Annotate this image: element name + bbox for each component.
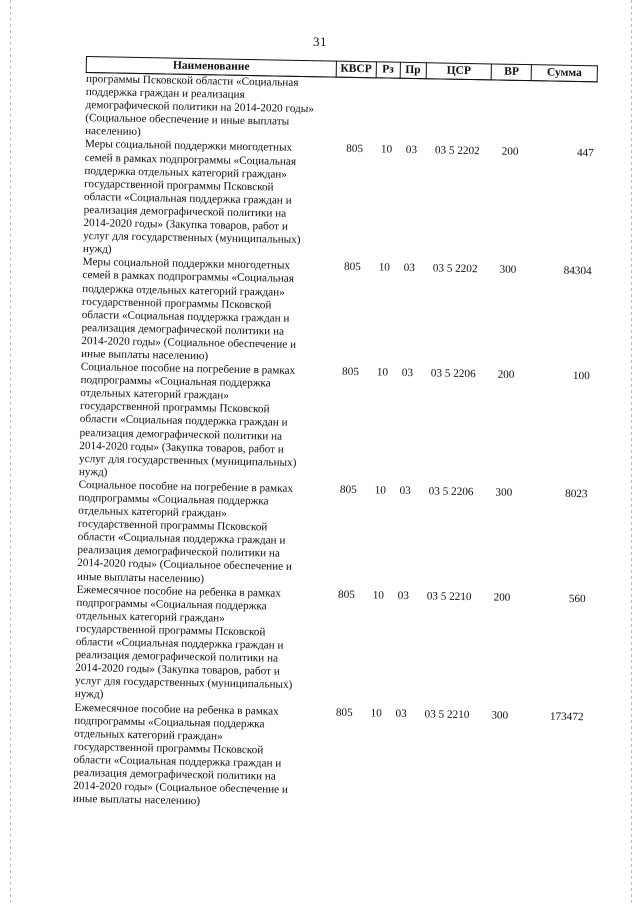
name-line: реализация демографической политики на [79,426,283,443]
name-line: поддержка граждан и реализация [85,86,245,102]
table-row [73,701,586,815]
cell-rz: 10 [378,261,391,274]
row-name-cell [75,584,327,706]
budget-table [72,56,598,816]
row-name-cell [79,361,331,483]
cell-csr: 03 5 2206 [428,485,474,499]
name-line: области «Социальная поддержка граждан и [77,531,286,548]
name-line: нужд) [82,243,112,256]
name-line: поддержка отдельных категорий граждан» [84,164,288,181]
cell-vr: 300 [499,263,517,277]
cell-sum: 560 [568,592,586,605]
name-line: отдельных категорий граждан» [76,609,225,625]
cell-pr: 03 [403,262,415,275]
name-line: отдельных категорий граждан» [80,387,230,402]
cell-pr: 03 [405,144,418,157]
name-line: нужд) [78,465,108,479]
name-line: иные выплаты населению) [76,570,205,585]
row-name-cell [73,701,325,810]
name-line: демографической политики на 2014-2020 годы» [85,99,314,116]
cell-kvsr: 805 [337,588,355,601]
page-number: 31 [313,34,327,49]
cell-kvsr: 805 [346,143,364,156]
name-line: 2014-2020 годы» (Закупка товаров, работ и [83,217,289,233]
name-line: государственной программы Псковской [77,518,268,534]
name-line: области «Социальная поддержка граждан и [75,635,284,652]
name-line: 2014-2020 годы» (Социальное обеспечение и [73,779,288,796]
cell-pr: 03 [401,366,414,380]
name-line: Ежемесячное пособие на ребенка в рамках [74,701,279,718]
name-line: семей в рамках подпрограммы «Социальная [82,269,295,286]
name-line: реализация демографической политики на [83,203,287,220]
name-line: области «Социальная поддержка граждан и [83,190,292,207]
name-line: отдельных категорий граждан» [73,727,223,743]
header-pr: Пр [400,62,426,78]
header-kvsr: КВСР [336,61,376,78]
name-line: Меры социальной поддержки многодетных [84,138,293,155]
table-body [73,73,597,816]
name-line: реализация демографической политики на [77,544,281,561]
name-line: области «Социальная поддержка граждан и [79,413,288,430]
name-line: подпрограммы «Социальная поддержка [78,491,269,508]
name-line: поддержка отдельных категорий граждан» [82,282,285,299]
cell-pr: 03 [399,484,411,497]
name-line: подпрограммы «Социальная поддержка [80,374,271,390]
cell-vr: 200 [497,368,515,381]
name-line: области «Социальная поддержка граждан и [73,753,282,770]
cell-vr: 300 [491,709,509,722]
name-line: реализация демографической политики на [73,766,276,783]
name-line: Социальное пособие на погребение в рамках [80,361,296,377]
cell-csr: 03 5 2210 [426,589,472,603]
continuation-name-cell [85,73,336,144]
name-line: государственной программы Псковской [75,622,266,639]
name-line: 2014-2020 годы» (Закупка товаров, работ и [79,439,284,456]
scan-edge-left [10,0,11,905]
cell-rz: 10 [372,589,385,602]
cell-rz: 10 [380,143,393,157]
name-line: государственной программы Псковской [84,177,274,194]
table-row [77,479,590,593]
cell-sum: 8023 [565,487,588,501]
continuation-row [85,73,597,148]
name-line: государственной программы Псковской [73,740,264,757]
cell-kvsr: 805 [343,261,361,274]
cell-csr: 03 5 2210 [424,707,470,721]
cell-kvsr: 805 [342,365,360,379]
name-line: подпрограммы «Социальная поддержка [74,714,265,730]
row-name-cell [81,256,333,365]
table-row [81,256,594,370]
name-line: 2014-2020 годы» (Социальное обеспечение и [77,557,293,574]
name-line: государственной программы Псковской [81,295,272,312]
name-line: подпрограммы «Социальная поддержка [76,596,267,613]
cell-csr: 03 5 2202 [432,262,478,276]
row-name-cell [83,138,335,260]
name-line: Социальное пособие на погребение в рамках [78,478,294,495]
cell-kvsr: 805 [335,706,353,719]
header-csr: ЦСР [426,63,492,80]
name-line: услуг для государственных (муниципальных) [83,230,301,247]
header-sum: Сумма [531,65,597,82]
header-vr: ВР [492,64,532,81]
cell-vr: 300 [495,486,513,499]
table-row [83,138,596,265]
name-line: реализация демографической политики на [75,649,279,665]
cell-rz: 10 [376,366,389,379]
header-rz: Рз [376,62,400,78]
cell-sum: 100 [572,370,590,383]
table-row [79,361,592,488]
name-line: 2014-2020 годы» (Социальное обеспечение и [81,334,297,351]
name-line: иные выплаты населению) [72,793,201,808]
name-line: услуг для государственных (муниципальных) [74,675,293,692]
header-name: Наименование [86,57,336,78]
row-name-cell [77,479,329,588]
cell-vr: 200 [501,146,519,159]
name-line: области «Социальная поддержка граждан и [81,308,290,325]
name-line: программы Псковской области «Социальная [85,73,299,89]
name-line: населению) [85,125,141,139]
cell-pr: 03 [395,707,407,720]
name-line: Меры социальной поддержки многодетных [82,256,291,273]
name-line: нужд) [74,688,104,701]
name-line: (Социальное обеспечение и иные выплаты [85,112,290,129]
name-line: 2014-2020 годы» (Закупка товаров, работ и [75,662,280,678]
name-line: Ежемесячное пособие на ребенка в рамках [76,583,281,600]
cell-pr: 03 [397,589,409,602]
name-line: отдельных категорий граждан» [78,505,227,520]
scan-edge-right [631,0,632,905]
cell-rz: 10 [370,706,382,720]
name-line: иные выплаты населению) [80,347,209,363]
table-row [75,584,588,711]
name-line: семей в рамках подпрограммы «Социальная [84,151,297,168]
name-line: государственной программы Псковской [79,400,270,416]
cell-sum: 447 [576,147,594,160]
cell-csr: 03 5 2206 [430,367,476,381]
name-line: реализация демографической политики на [81,321,285,338]
cell-csr: 03 5 2202 [434,144,480,158]
cell-vr: 200 [493,591,511,604]
cell-sum: 173472 [549,710,584,723]
cell-sum: 84304 [563,265,592,278]
name-line: услуг для государственных (муниципальных) [79,452,297,469]
cell-rz: 10 [374,484,386,497]
cell-kvsr: 805 [339,483,357,496]
